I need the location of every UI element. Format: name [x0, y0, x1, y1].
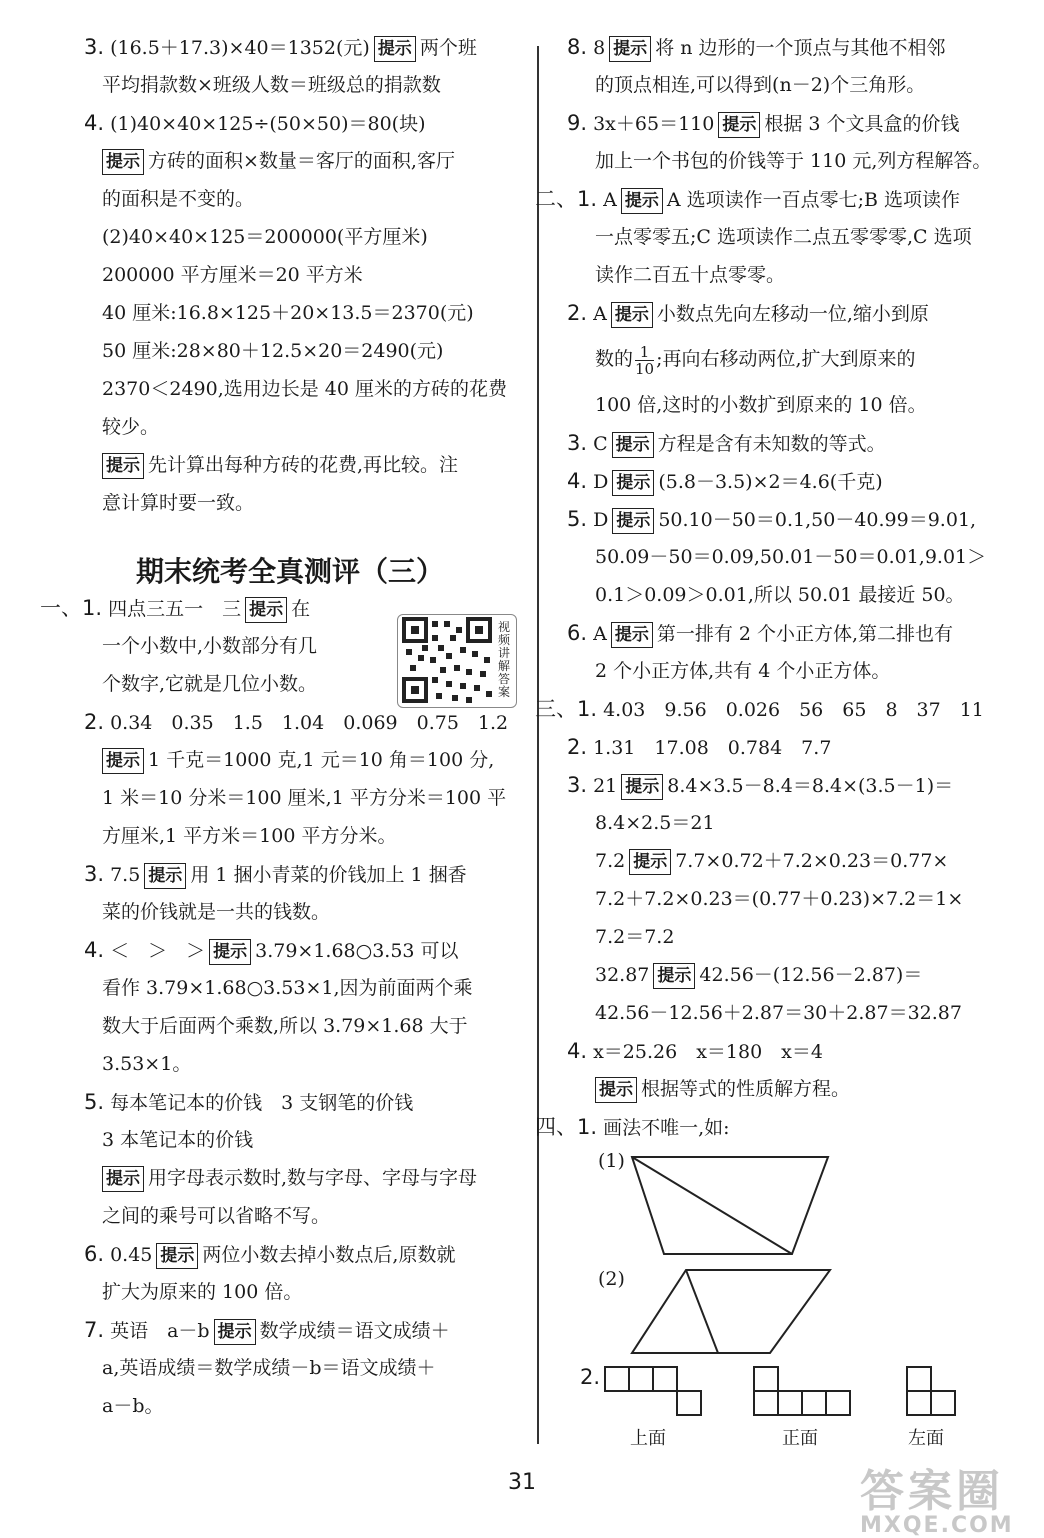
left-view-label: 左面 — [908, 1428, 944, 1449]
answer-line — [84, 1235, 455, 1273]
line-text: 扩大为原来的 100 倍。 — [102, 1281, 303, 1303]
hint-text: 在 — [291, 598, 311, 620]
hint-label: 提示 — [611, 302, 653, 328]
hint-label: 提示 — [156, 1243, 198, 1269]
line-text: 7.2＝7.2 — [595, 926, 675, 948]
hint-label: 提示 — [612, 470, 654, 496]
answer-line — [102, 779, 506, 817]
answer-line — [102, 294, 474, 332]
answer-line — [595, 1070, 850, 1108]
answer-text: 8 — [593, 37, 606, 59]
hint-text: 根据等式的性质解方程。 — [641, 1078, 851, 1100]
answer-line — [567, 28, 946, 66]
answer-line — [595, 918, 674, 956]
hint-text: 8.4×3.5－8.4＝8.4×(3.5－1)＝ — [667, 775, 954, 797]
line-text: 100 倍,这时的小数扩到原来的 10 倍。 — [595, 394, 927, 416]
answer-line — [595, 576, 965, 614]
line-text: 3 本笔记本的价钱 — [102, 1129, 254, 1151]
question-number: 二、1. — [535, 187, 598, 211]
hint-text: 将 n 边形的一个顶点与其他不相邻 — [655, 37, 946, 59]
hint-text: 小数点先向左移动一位,缩小到原 — [656, 303, 929, 325]
hint-text: 7.7×0.72＋7.2×0.23＝0.77× — [675, 850, 949, 872]
figure-1-trapezoid — [630, 1155, 840, 1257]
hint-text: 两位小数去掉小数点后,原数就 — [202, 1244, 456, 1266]
answer-text: 1.31 17.08 0.784 7.7 — [593, 737, 832, 759]
line-text: 一个小数中,小数部分有几 — [102, 635, 318, 657]
hint-label: 提示 — [621, 774, 663, 800]
hint-text: 用字母表示数时,数与字母、字母与字母 — [148, 1167, 478, 1189]
hint-text: 42.56－(12.56－2.87)＝ — [699, 964, 923, 986]
line-text: 的顶点相连,可以得到(n－2)个三角形。 — [595, 74, 926, 96]
question-number: 4. — [567, 1039, 588, 1063]
line-text: 50 厘米:28×80＋12.5×20＝2490(元) — [102, 340, 444, 362]
hint-label: 提示 — [612, 508, 654, 534]
hint-text: 1 千克＝1000 克,1 元＝10 角＝100 分, — [148, 749, 495, 771]
hint-label: 提示 — [609, 36, 651, 62]
hint-label: 提示 — [144, 863, 186, 889]
hint-label: 提示 — [102, 748, 144, 774]
answer-text: A — [593, 303, 607, 325]
watermark-logo: 答案圈 MXQE.COM — [860, 1466, 1014, 1538]
question-number: 7. — [84, 1318, 105, 1342]
line-text: 数大于后面两个乘数,所以 3.79×1.68 大于 — [102, 1015, 468, 1037]
answer-text: 21 — [593, 775, 618, 797]
hint-text: A 选项读作一百点零七;B 选项读作 — [666, 189, 960, 211]
line-text: 方厘米,1 平方米＝100 平方分米。 — [102, 825, 397, 847]
hint-label: 提示 — [612, 432, 654, 458]
hint-label: 提示 — [595, 1077, 637, 1103]
question-number: 6. — [567, 621, 588, 645]
answer-line — [595, 142, 991, 180]
answer-line — [595, 652, 890, 690]
answer-line — [595, 842, 948, 880]
question-number: 3. — [567, 773, 588, 797]
hint-text: (5.8－3.5)×2＝4.6(千克) — [658, 471, 883, 493]
line-text: 意计算时要一致。 — [102, 492, 255, 514]
answer-line — [102, 484, 254, 522]
hint-text: 用 1 捆小青菜的价钱加上 1 捆香 — [190, 864, 467, 886]
question-number: 一、1. — [40, 596, 103, 620]
question-number: 3. — [84, 35, 105, 59]
front-view-grid — [753, 1366, 855, 1418]
answer-line — [567, 462, 883, 500]
hint-text: 50.10－50＝0.1,50－40.99＝9.01, — [658, 509, 977, 531]
answer-text: 画法不唯一,如: — [603, 1117, 730, 1139]
fraction-denominator: 10 — [635, 359, 655, 378]
answer-line — [102, 446, 458, 484]
answer-line — [567, 1032, 823, 1070]
answer-line — [567, 294, 929, 332]
line-text: 一点零零五;C 选项读作二点五零零零,C 选项 — [595, 226, 972, 248]
hint-text: 方砖的面积×数量＝客厅的面积,客厅 — [148, 150, 455, 172]
answer-line — [102, 627, 317, 665]
question-number: 4. — [84, 938, 105, 962]
answer-text: 32.87 — [595, 964, 650, 986]
hint-text: 两个班 — [419, 37, 477, 59]
line-text: 较少。 — [102, 416, 160, 438]
question-number: 3. — [84, 862, 105, 886]
answer-line — [84, 931, 459, 969]
answer-line — [102, 1121, 253, 1159]
line-text: a－b。 — [102, 1395, 164, 1417]
answer-line — [595, 386, 927, 424]
line-text: 200000 平方厘米＝20 平方米 — [102, 264, 363, 286]
answer-line — [102, 1045, 191, 1083]
answer-text: ＜ ＞ ＞ — [110, 940, 206, 962]
answer-line — [595, 880, 963, 918]
section-title: 期末统考全真测评（三） — [135, 555, 444, 588]
question-number: 2. — [567, 301, 588, 325]
answer-text: 4.03 9.56 0.026 56 65 8 37 11 — [603, 699, 984, 721]
question-number: 6. — [84, 1242, 105, 1266]
answer-line — [567, 500, 976, 538]
hint-label: 提示 — [209, 939, 251, 965]
answer-line — [567, 424, 886, 462]
answer-line — [102, 1159, 477, 1197]
figure-2-label: (2) — [598, 1268, 625, 1290]
hint-label: 提示 — [245, 597, 287, 623]
line-text: 2370＜2490,选用边长是 40 厘米的方砖的花费 — [102, 378, 508, 400]
hint-label: 提示 — [374, 36, 416, 62]
answer-text: 0.34 0.35 1.5 1.04 0.069 0.75 1.2 — [110, 712, 509, 734]
question-number: 2. — [567, 735, 588, 759]
answer-line — [102, 180, 254, 218]
answer-line — [40, 589, 310, 627]
answer-line — [84, 1311, 450, 1349]
answer-line — [84, 28, 477, 66]
question-number: 8. — [567, 35, 588, 59]
answer-line — [567, 614, 953, 652]
left-view-grid — [906, 1366, 960, 1418]
answer-line — [102, 370, 507, 408]
line-text: a,英语成绩＝数学成绩－b＝语文成绩＋ — [102, 1357, 436, 1379]
hint-text: ;再向右移动两位,扩大到原来的 — [656, 348, 916, 370]
answer-text: C — [593, 433, 608, 455]
answer-line — [102, 969, 473, 1007]
figure-1-label: (1) — [598, 1150, 625, 1172]
question-number: 2. — [84, 710, 105, 734]
hint-text: 3.79×1.68○3.53 可以 — [255, 940, 459, 962]
hint-label: 提示 — [214, 1319, 256, 1345]
answer-line — [102, 66, 441, 104]
answer-line — [567, 728, 831, 766]
page-number: 31 — [508, 1470, 536, 1495]
answer-text: 7.5 — [110, 864, 141, 886]
hint-text: 先计算出每种方砖的花费,再比较。注 — [148, 454, 459, 476]
line-text: (2)40×40×125＝200000(平方厘米) — [102, 226, 428, 248]
answer-text: A — [603, 189, 617, 211]
hint-label: 提示 — [102, 1166, 144, 1192]
answer-line — [535, 1108, 730, 1146]
line-text: 读作二百五十点零零。 — [595, 264, 786, 286]
answer-text: 数的 — [595, 348, 634, 370]
answer-line — [567, 104, 960, 142]
answer-line — [84, 703, 508, 741]
line-text: 平均捐款数×班级人数＝班级总的捐款数 — [102, 74, 441, 96]
line-text: 菜的价钱就是一共的钱数。 — [102, 901, 331, 923]
answer-text: 英语 a－b — [110, 1320, 210, 1342]
answer-line — [102, 1387, 164, 1425]
line-text: 1 米＝10 分米＝100 厘米,1 平方分米＝100 平 — [102, 787, 507, 809]
hint-label: 提示 — [653, 963, 695, 989]
line-text: 8.4×2.5＝21 — [595, 812, 715, 834]
line-text: 42.56－12.56＋2.87＝30＋2.87＝32.87 — [595, 1002, 962, 1024]
hint-label: 提示 — [718, 112, 760, 138]
hint-text: 第一排有 2 个小正方体,第二排也有 — [656, 623, 954, 645]
line-text: 50.09－50＝0.09,50.01－50＝0.01,9.01＞ — [595, 546, 987, 568]
answer-line — [595, 804, 715, 842]
line-text: 看作 3.79×1.68○3.53×1,因为前面两个乘 — [102, 977, 473, 999]
hint-label: 提示 — [621, 188, 663, 214]
question-number: 四、1. — [535, 1115, 598, 1139]
answer-text: D — [593, 471, 609, 493]
hint-label: 提示 — [102, 149, 144, 175]
hint-text: 数学成绩＝语文成绩＋ — [259, 1320, 450, 1342]
answer-text: 3x＋65＝110 — [593, 113, 715, 135]
answer-line — [595, 956, 922, 994]
answer-text: x＝25.26 x＝180 x＝4 — [593, 1041, 823, 1063]
answer-line — [102, 893, 330, 931]
question-number: 5. — [567, 507, 588, 531]
answer-line — [102, 142, 455, 180]
answer-text: (1)40×40×125÷(50×50)＝80(块) — [110, 113, 426, 135]
line-text: 个数字,它就是几位小数。 — [102, 673, 318, 695]
answer-line — [102, 1349, 436, 1387]
answer-line — [102, 408, 159, 446]
line-text: 2 个小正方体,共有 4 个小正方体。 — [595, 660, 891, 682]
question-number: 5. — [84, 1090, 105, 1114]
answer-line — [102, 817, 396, 855]
answer-line — [567, 766, 953, 804]
answer-text: D — [593, 509, 609, 531]
question-number: 4. — [567, 469, 588, 493]
answer-line — [102, 1273, 302, 1311]
column-divider — [537, 46, 539, 1444]
answer-line — [595, 256, 785, 294]
answer-line — [595, 218, 972, 256]
answer-text: (16.5＋17.3)×40＝1352(元) — [110, 37, 370, 59]
line-text: 0.1＞0.09＞0.01,所以 50.01 最接近 50。 — [595, 584, 965, 606]
hint-label: 提示 — [611, 622, 653, 648]
answer-line — [595, 340, 916, 378]
answer-line — [535, 690, 984, 728]
answer-text: 7.2 — [595, 850, 626, 872]
answer-line — [102, 256, 363, 294]
answer-line — [102, 218, 428, 256]
line-text: 3.53×1。 — [102, 1053, 192, 1075]
top-view-grid — [604, 1366, 706, 1418]
question-2-label: 2. — [580, 1365, 601, 1389]
top-view-label: 上面 — [630, 1428, 666, 1449]
answer-text: 每本笔记本的价钱 3 支钢笔的价钱 — [110, 1092, 414, 1114]
qr-code-icon — [402, 617, 498, 705]
answer-line — [102, 332, 443, 370]
question-number: 三、1. — [535, 697, 598, 721]
answer-line — [595, 994, 962, 1032]
front-view-label: 正面 — [782, 1428, 818, 1449]
answer-line — [595, 66, 925, 104]
question-number: 9. — [567, 111, 588, 135]
hint-text: 方程是含有未知数的等式。 — [657, 433, 886, 455]
answer-line — [84, 855, 467, 893]
hint-text: 根据 3 个文具盒的价钱 — [764, 113, 960, 135]
line-text: 加上一个书包的价钱等于 110 元,列方程解答。 — [595, 150, 992, 172]
answer-line — [535, 180, 960, 218]
answer-line — [102, 1007, 468, 1045]
hint-label: 提示 — [102, 453, 144, 479]
line-text: 7.2＋7.2×0.23＝(0.77＋0.23)×7.2＝1× — [595, 888, 964, 910]
answer-line — [102, 665, 317, 703]
answer-text: A — [593, 623, 607, 645]
figure-2-trapezoid — [630, 1268, 835, 1356]
line-text: 的面积是不变的。 — [102, 188, 255, 210]
answer-line — [84, 104, 426, 142]
answer-text: 0.45 — [110, 1244, 153, 1266]
qr-side-text: 视频讲解答案 — [498, 620, 511, 699]
hint-label: 提示 — [629, 849, 671, 875]
answer-line — [102, 741, 494, 779]
question-number: 3. — [567, 431, 588, 455]
question-number: 4. — [84, 111, 105, 135]
fraction-numerator: 1 — [635, 344, 654, 361]
answer-line — [84, 1083, 413, 1121]
answer-line — [595, 538, 986, 576]
line-text: 40 厘米:16.8×125＋20×13.5＝2370(元) — [102, 302, 474, 324]
answer-line — [102, 1197, 330, 1235]
answer-text: 四点三五一 三 — [108, 598, 242, 620]
fraction — [635, 344, 654, 377]
line-text: 之间的乘号可以省略不写。 — [102, 1205, 331, 1227]
qr-code[interactable] — [397, 614, 517, 708]
